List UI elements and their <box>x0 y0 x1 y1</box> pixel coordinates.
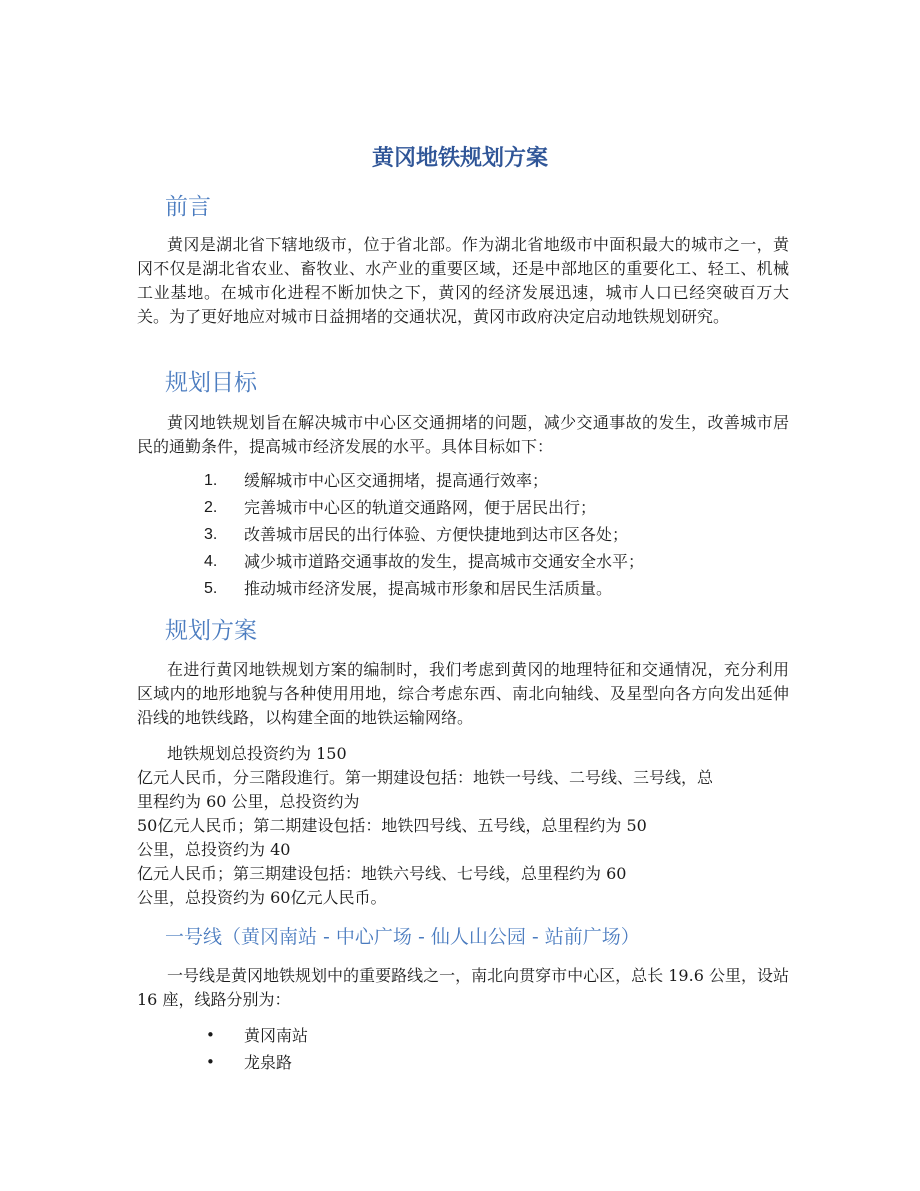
list-item-text: 缓解城市中心区交通拥堵，提高通行效率； <box>244 471 549 490</box>
list-item <box>137 1022 789 1049</box>
list-item-text: 推动城市经济发展，提高城市形象和居民生活质量。 <box>244 579 613 598</box>
list-item <box>137 548 789 575</box>
investment-paragraph <box>137 742 789 910</box>
list-item-text: 完善城市中心区的轨道交通路网，便于居民出行； <box>244 498 597 517</box>
section-heading-plan: 规划方案 <box>165 618 257 644</box>
list-number: 3. <box>204 526 218 543</box>
list-item-text: 改善城市居民的出行体验、方便快捷地到达市区各处； <box>244 525 629 544</box>
investment-line: 50亿元人民币；第二期建设包括：地铁四号线、五号线，总里程约为 50 <box>137 816 647 835</box>
station-name: 龙泉路 <box>244 1053 293 1072</box>
list-item <box>137 1049 789 1076</box>
station-list <box>137 1022 789 1076</box>
subsection-heading-line1: 一号线（黄冈南站 - 中心广场 - 仙人山公园 - 站前广场） <box>165 926 640 948</box>
goals-list <box>137 467 789 602</box>
list-item <box>137 494 789 521</box>
section-heading-preface: 前言 <box>165 194 211 220</box>
bullet-icon: • <box>206 1053 215 1071</box>
list-item-text: 减少城市道路交通事故的发生，提高城市交通安全水平； <box>244 552 645 571</box>
list-number: 2. <box>204 499 218 516</box>
investment-line: 地铁规划总投资约为 150 <box>167 744 347 763</box>
list-item <box>137 467 789 494</box>
list-number: 4. <box>204 553 218 570</box>
investment-line: 亿元人民币，分三階段進行。第一期建设包括：地铁一号线、二号线、三号线，总 <box>137 768 714 787</box>
preface-paragraph: 黄冈是湖北省下辖地级市，位于省北部。作为湖北省地级市中面积最大的城市之一，黄冈不仅是湖北省农业、畜牧业、水产业的重要区域，还是中部地区的重要化工、轻工、机械工业基地。在城市化进程不断加快之下，黄冈的经济发展迅速，城市人口已经突破百万大关。为了更好地应对城市日益拥堵的交通状况，黄冈市政府决定启动地铁规划研究。 <box>137 235 789 326</box>
investment-line: 亿元人民币；第三期建设包括：地铁六号线、七号线，总里程约为 60 <box>137 864 627 883</box>
goals-paragraph: 黄冈地铁规划旨在解决城市中心区交通拥堵的问题，减少交通事故的发生，改善城市居民的通勤条件，提高城市经济发展的水平。具体目标如下： <box>137 413 789 456</box>
document-title: 黄冈地铁规划方案 <box>371 146 548 171</box>
investment-line: 公里，总投资约为 40 <box>137 840 291 859</box>
bullet-icon: • <box>206 1026 215 1044</box>
list-number: 1. <box>204 472 218 489</box>
plan-paragraph: 在进行黄冈地铁规划方案的编制时，我们考虑到黄冈的地理特征和交通情况，充分利用区域内的地形地貌与各种使用用地，综合考虑东西、南北向轴线、及星型向各方向发出延伸沿线的地铁线路，以构建全面的地铁运输网络。 <box>137 660 789 727</box>
investment-line: 里程约为 60 公里，总投资约为 <box>137 792 360 811</box>
list-item <box>137 575 789 602</box>
section-heading-goals: 规划目标 <box>165 370 257 396</box>
list-item <box>137 521 789 548</box>
list-number: 5. <box>204 580 218 597</box>
station-name: 黄冈南站 <box>244 1026 309 1045</box>
line1-paragraph: 一号线是黄冈地铁规划中的重要路线之一，南北向贯穿市中心区，总长 19.6 公里，设站 16 座，线路分别为： <box>137 966 789 1009</box>
investment-line: 公里，总投资约为 60亿元人民币。 <box>137 888 387 907</box>
